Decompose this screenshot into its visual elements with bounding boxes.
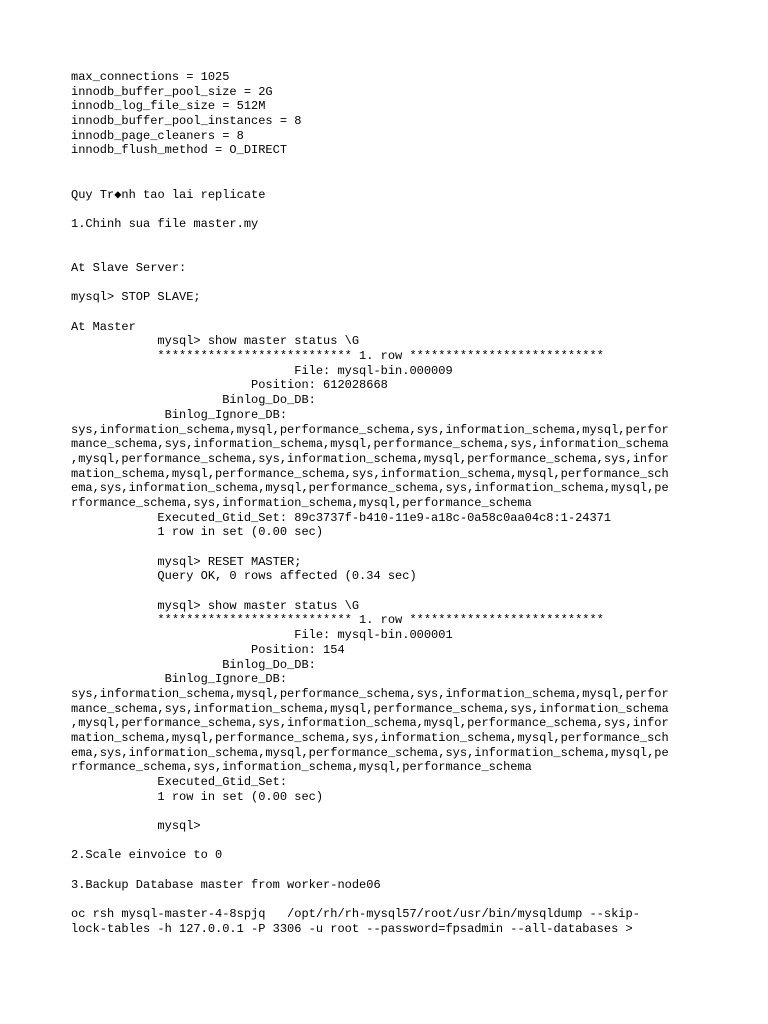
document-body — [71, 70, 711, 937]
reset-master-command: mysql> RESET MASTER; — [71, 554, 302, 569]
ignore-list-line: ema,sys,information_schema,mysql,performance_schema,sys,information_schema,mysql,pe — [71, 481, 669, 496]
step-1: 1.Chinh sua file master.my — [71, 216, 259, 231]
show-status-command: mysql> show master status \G — [71, 334, 360, 349]
config-line: innodb_page_cleaners = 8 — [71, 128, 244, 143]
ignore-list-line: ema,sys,information_schema,mysql,performance_schema,sys,information_schema,mysql,pe — [71, 745, 669, 760]
slave-heading: At Slave Server: — [71, 260, 187, 275]
status-executed-gtid: Executed_Gtid_Set: 89c3737f-b410-11e9-a18c-0a58c0aa04c8:1-24371 — [71, 510, 612, 525]
ignore-list-line: rformance_schema,sys,information_schema,mysql,performance_schema — [71, 495, 532, 510]
ignore-list-line: mance_schema,sys,information_schema,mysql,performance_schema,sys,information_schema — [71, 701, 669, 716]
status-binlog-ignore-db: Binlog_Ignore_DB: — [71, 672, 288, 687]
show-status-command: mysql> show master status \G — [71, 598, 360, 613]
status-binlog-ignore-db: Binlog_Ignore_DB: — [71, 407, 288, 422]
config-line: max_connections = 1025 — [71, 70, 230, 84]
ignore-list-line: sys,information_schema,mysql,performance_schema,sys,information_schema,mysql,perfor — [71, 422, 669, 437]
status-position: Position: 154 — [71, 642, 345, 657]
backup-command-line: oc rsh mysql-master-4-8spjq /opt/rh/rh-mysql57/root/usr/bin/mysqldump --skip- — [71, 907, 640, 922]
master-heading: At Master — [71, 319, 136, 334]
status-file: File: mysql-bin.000001 — [71, 628, 453, 643]
ignore-list-line: mance_schema,sys,information_schema,mysql,performance_schema,sys,information_schema — [71, 437, 669, 452]
config-line: innodb_log_file_size = 512M — [71, 99, 266, 114]
status-file: File: mysql-bin.000009 — [71, 363, 453, 378]
status-position: Position: 612028668 — [71, 378, 388, 393]
status-executed-gtid: Executed_Gtid_Set: — [71, 775, 288, 789]
status-rows: 1 row in set (0.00 sec) — [71, 789, 324, 804]
step-2: 2.Scale einvoice to 0 — [71, 848, 223, 863]
row-banner: *************************** 1. row *************************** — [71, 349, 604, 364]
stop-slave-command: mysql> STOP SLAVE; — [71, 290, 201, 305]
ignore-list-line: mation_schema,mysql,performance_schema,sys,information_schema,mysql,performance_sch — [71, 466, 669, 481]
status-rows: 1 row in set (0.00 sec) — [71, 525, 324, 540]
config-line: innodb_buffer_pool_instances = 8 — [71, 114, 302, 129]
backup-command-line: lock-tables -h 127.0.0.1 -P 3306 -u root --password=fpsadmin --all-databases > — [71, 921, 633, 936]
ignore-list-line: mation_schema,mysql,performance_schema,sys,information_schema,mysql,performance_sch — [71, 730, 669, 745]
reset-master-result: Query OK, 0 rows affected (0.34 sec) — [71, 569, 417, 584]
config-line: innodb_flush_method = O_DIRECT — [71, 143, 288, 158]
status-binlog-do-db: Binlog_Do_DB: — [71, 657, 316, 672]
mysql-prompt: mysql> — [71, 819, 201, 834]
status-binlog-do-db: Binlog_Do_DB: — [71, 393, 316, 408]
ignore-list-line: sys,information_schema,mysql,performance_schema,sys,information_schema,mysql,perfor — [71, 686, 669, 701]
config-line: innodb_buffer_pool_size = 2G — [71, 84, 273, 99]
row-banner: *************************** 1. row *************************** — [71, 613, 604, 628]
ignore-list-line: rformance_schema,sys,information_schema,mysql,performance_schema — [71, 760, 532, 775]
ignore-list-line: ,mysql,performance_schema,sys,information_schema,mysql,performance_schema,sys,infor — [71, 716, 669, 731]
ignore-list-line: ,mysql,performance_schema,sys,information_schema,mysql,performance_schema,sys,infor — [71, 451, 669, 466]
step-3: 3.Backup Database master from worker-node06 — [71, 877, 381, 892]
procedure-title: Quy Tr◆nh tao lai replicate — [71, 187, 266, 202]
